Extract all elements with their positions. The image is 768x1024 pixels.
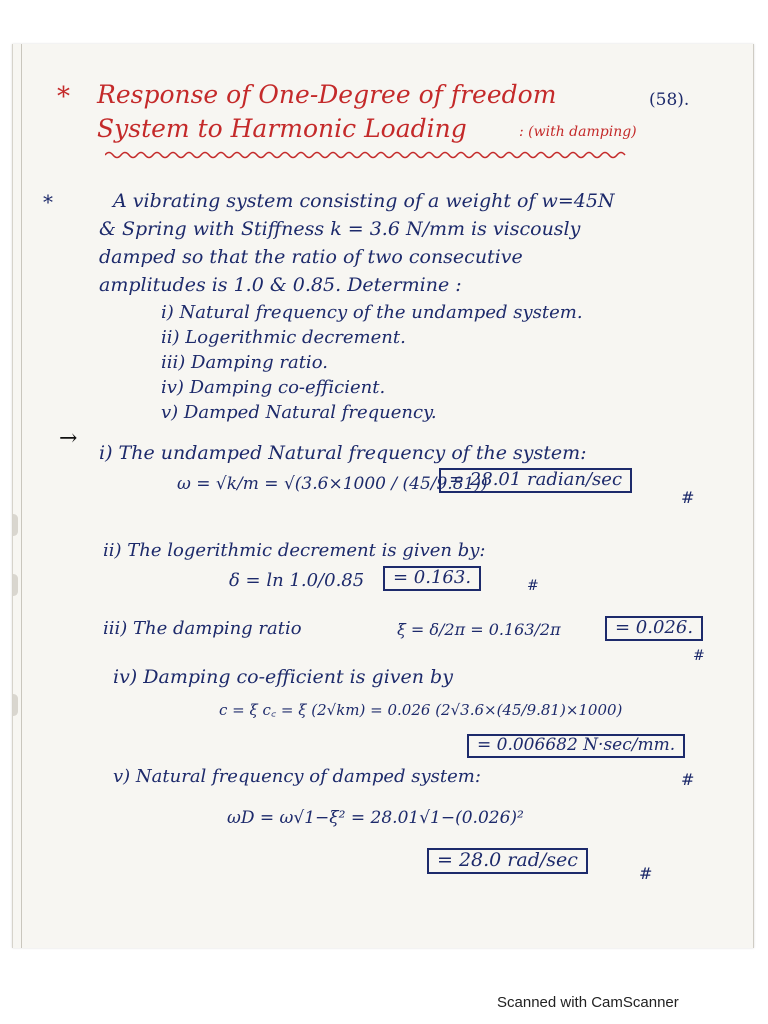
solution-3-formula: ξ = δ/2π = 0.163/2π <box>397 620 561 639</box>
solution-4-heading: iv) Damping co-efficient is given by <box>113 666 453 688</box>
title-line1: Response of One-Degree of freedom <box>97 80 557 109</box>
notebook-page <box>12 44 754 948</box>
scanner-watermark: Scanned with CamScanner <box>497 994 679 1011</box>
solution-1-answer: = 28.01 radian/sec <box>439 468 632 493</box>
solution-1-formula: ω = √k/m = √(3.6×1000 / (45/9.81)) <box>177 474 488 494</box>
hash-mark-5a: # <box>681 770 695 789</box>
problem-star: * <box>43 190 53 214</box>
solution-3-answer: = 0.026. <box>605 616 703 641</box>
hash-mark-5b: # <box>639 864 653 883</box>
title-underline-squiggle <box>105 150 665 160</box>
solution-5-heading: v) Natural frequency of damped system: <box>113 766 481 787</box>
hash-mark-3: # <box>693 648 705 664</box>
solution-4-formula: c = ξ c꜀ = ξ (2√km) = 0.026 (2√3.6×(45/9.81)×1000) <box>219 701 623 719</box>
title-line2: System to Harmonic Loading <box>97 114 467 143</box>
hash-mark-2: # <box>527 578 539 594</box>
question-item-3: iii) Damping ratio. <box>161 352 328 373</box>
solution-arrow-icon: → <box>59 426 78 451</box>
problem-line-4: amplitudes is 1.0 & 0.85. Determine : <box>99 274 462 296</box>
solution-2-answer: = 0.163. <box>383 566 481 591</box>
question-item-4: iv) Damping co-efficient. <box>161 377 386 398</box>
solution-2-answer-box <box>383 566 481 591</box>
solution-3-heading: iii) The damping ratio <box>103 618 302 639</box>
title-star: * <box>57 82 70 112</box>
problem-line-3: damped so that the ratio of two consecutive <box>99 246 523 268</box>
solution-5-formula: ωD = ω√1−ξ² = 28.01√1−(0.026)² <box>227 808 524 828</box>
solution-1-heading: i) The undamped Natural frequency of the system: <box>99 442 587 464</box>
title-subtitle: : (with damping) <box>519 124 637 140</box>
solution-4-answer: = 0.006682 N·sec/mm. <box>467 734 685 758</box>
margin-line <box>21 44 22 948</box>
solution-2-heading: ii) The logerithmic decrement is given by: <box>103 540 486 561</box>
solution-1-answer-box <box>439 468 632 493</box>
solution-2-formula: δ = ln 1.0/0.85 <box>229 570 365 591</box>
question-item-5: v) Damped Natural frequency. <box>161 402 437 423</box>
solution-5-answer-box <box>427 848 588 874</box>
solution-4-answer-box <box>467 734 685 758</box>
page-number: (58). <box>649 90 690 110</box>
question-item-2: ii) Logerithmic decrement. <box>161 327 406 348</box>
problem-line-2: & Spring with Stiffness k = 3.6 N/mm is viscously <box>99 218 581 240</box>
problem-line-1: A vibrating system consisting of a weight of w=45N <box>113 190 615 212</box>
question-item-1: i) Natural frequency of the undamped system. <box>161 302 583 323</box>
solution-3-answer-box <box>605 616 703 641</box>
hash-mark-1: # <box>681 488 695 507</box>
solution-5-answer: = 28.0 rad/sec <box>427 848 588 874</box>
